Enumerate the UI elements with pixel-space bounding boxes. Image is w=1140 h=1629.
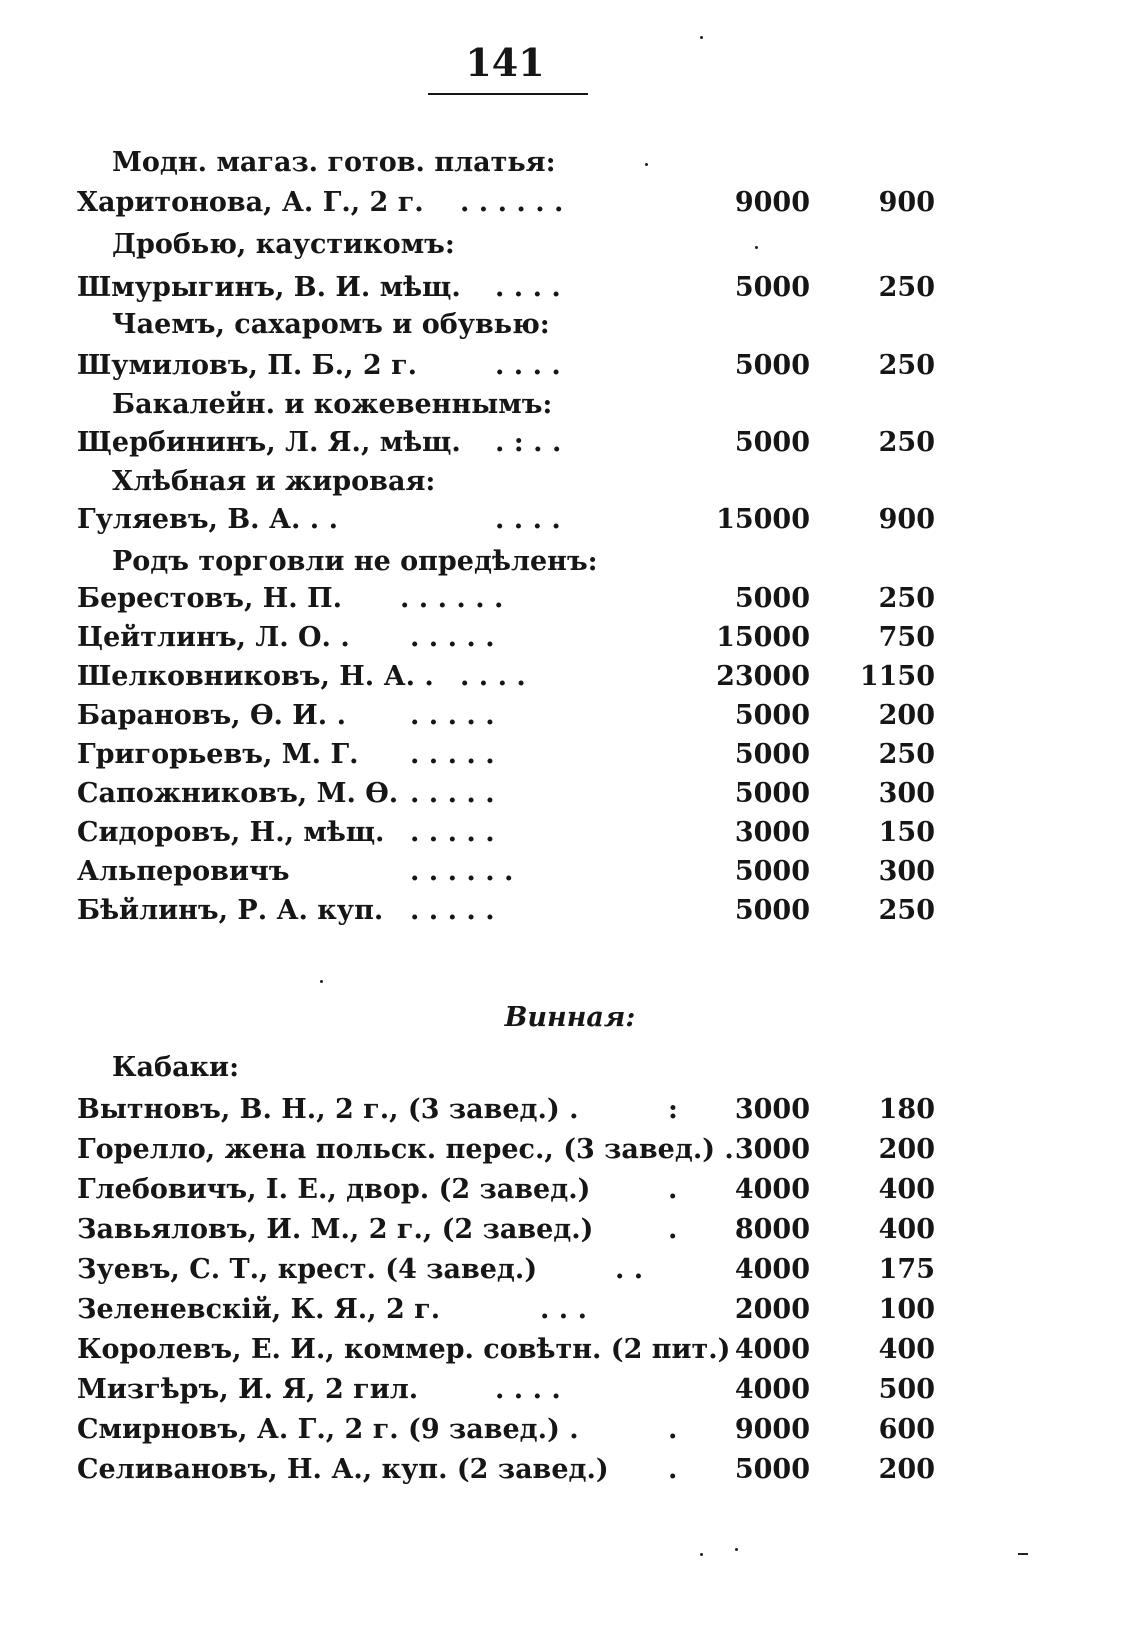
leader-dots: . . . . . . — [400, 583, 504, 614]
table-row — [0, 423, 1140, 463]
fee-value: 250 — [878, 739, 935, 770]
capital-value: 5000 — [734, 1454, 810, 1485]
table-row — [0, 1370, 1140, 1410]
subhead: Родъ торговли не опредѣленъ: — [112, 546, 598, 577]
subhead: Бакалейн. и кожевеннымъ: — [112, 389, 553, 420]
entry-name: Григорьевъ, М. Г. — [77, 739, 359, 770]
section-title: Винная: — [504, 1002, 636, 1033]
leader-dots: . . . . — [495, 1374, 561, 1405]
table-row — [0, 1410, 1140, 1450]
fee-value: 200 — [878, 700, 935, 731]
leader-dots: . . . . — [495, 272, 561, 303]
table-row — [0, 1250, 1140, 1290]
leader-dots: . — [668, 1454, 678, 1485]
capital-value: 5000 — [734, 895, 810, 926]
subhead: Дробью, каустикомъ: — [112, 229, 455, 260]
subhead: Хлѣбная и жировая: — [112, 466, 436, 497]
table-row — [0, 1090, 1140, 1130]
capital-value: 4000 — [734, 1254, 810, 1285]
table-row — [0, 1330, 1140, 1370]
entry-name: Королевъ, Е. И., коммер. совѣтн. (2 пит.) — [77, 1334, 731, 1365]
leader-dots: . . . . . . — [460, 187, 564, 218]
leader-dots: . . — [615, 1254, 644, 1285]
scan-speck — [735, 1548, 738, 1551]
leader-dots: . . . . . — [410, 778, 495, 809]
leader-dots: . . . . . — [410, 622, 495, 653]
table-row — [0, 696, 1140, 736]
fee-value: 400 — [878, 1174, 935, 1205]
capital-value: 5000 — [734, 427, 810, 458]
leader-dots: . — [668, 1414, 678, 1445]
entry-name: Барановъ, Ѳ. И. . — [77, 700, 347, 731]
entry-name: Завьяловъ, И. М., 2 г., (2 завед.) — [77, 1214, 594, 1245]
fee-value: 200 — [878, 1454, 935, 1485]
fee-value: 250 — [878, 427, 935, 458]
fee-value: 400 — [878, 1214, 935, 1245]
leader-dots: . . . . . — [410, 895, 495, 926]
table-row — [0, 1290, 1140, 1330]
leader-dots: . . . . — [495, 504, 561, 535]
fee-value: 500 — [878, 1374, 935, 1405]
fee-value: 250 — [878, 350, 935, 381]
fee-value: 200 — [878, 1134, 935, 1165]
scan-speck — [700, 36, 703, 39]
capital-value: 5000 — [734, 700, 810, 731]
entry-name: Зуевъ, С. Т., крест. (4 завед.) — [77, 1254, 538, 1285]
table-row — [0, 852, 1140, 892]
scan-speck — [755, 246, 758, 249]
subhead: Модн. магаз. готов. платья: — [112, 147, 556, 178]
entry-name: Вытновъ, В. Н., 2 г., (3 завед.) . — [77, 1094, 579, 1125]
capital-value: 8000 — [734, 1214, 810, 1245]
table-row — [0, 657, 1140, 697]
entry-name: Селивановъ, Н. А., куп. (2 завед.) — [77, 1454, 609, 1485]
entry-name: Сидоровъ, Н., мѣщ. — [77, 817, 385, 848]
leader-dots: : — [668, 1094, 678, 1125]
leader-dots: . . . . . — [410, 700, 495, 731]
entry-name: Альперовичъ — [77, 856, 290, 887]
fee-value: 300 — [878, 778, 935, 809]
entry-name: Шелковниковъ, Н. А. . — [77, 661, 434, 692]
entry-name: Харитонова, А. Г., 2 г. — [77, 187, 424, 218]
entry-name: Горелло, жена польск. перес., (3 завед.) . — [77, 1134, 734, 1165]
entry-name: Щербининъ, Л. Я., мѣщ. — [77, 427, 461, 458]
capital-value: 3000 — [734, 817, 810, 848]
capital-value: 23000 — [716, 661, 810, 692]
fee-value: 250 — [878, 272, 935, 303]
entry-name: Шмурыгинъ, В. И. мѣщ. — [77, 272, 461, 303]
subhead: Кабаки: — [112, 1052, 240, 1083]
leader-dots: . . . . . — [410, 817, 495, 848]
leader-dots: . . . . . . — [410, 856, 514, 887]
capital-value: 2000 — [734, 1294, 810, 1325]
leader-dots: . . . . — [460, 661, 526, 692]
entry-name: Смирновъ, А. Г., 2 г. (9 завед.) . — [77, 1414, 579, 1445]
fee-value: 1150 — [859, 661, 935, 692]
fee-value: 100 — [878, 1294, 935, 1325]
scan-speck — [320, 980, 323, 983]
scan-speck — [700, 1553, 703, 1556]
leader-dots: . . . . — [495, 350, 561, 381]
entry-name: Сапожниковъ, М. Ѳ. — [77, 778, 399, 809]
scan-speck — [1018, 1553, 1028, 1555]
entry-name: Глебовичъ, І. Е., двор. (2 завед.) — [77, 1174, 591, 1205]
page-number: 141 — [465, 40, 545, 85]
table-row — [0, 618, 1140, 658]
capital-value: 4000 — [734, 1334, 810, 1365]
leader-dots: . — [668, 1174, 678, 1205]
fee-value: 900 — [878, 187, 935, 218]
capital-value: 5000 — [734, 856, 810, 887]
table-row — [0, 579, 1140, 619]
table-row — [0, 268, 1140, 308]
capital-value: 9000 — [734, 1414, 810, 1445]
table-row — [0, 813, 1140, 853]
capital-value: 5000 — [734, 739, 810, 770]
capital-value: 5000 — [734, 272, 810, 303]
table-row — [0, 500, 1140, 540]
capital-value: 3000 — [734, 1134, 810, 1165]
entry-name: Берестовъ, Н. П. — [77, 583, 342, 614]
table-row — [0, 346, 1140, 386]
table-row — [0, 1170, 1140, 1210]
table-row — [0, 1210, 1140, 1250]
entry-name: Шумиловъ, П. Б., 2 г. — [77, 350, 418, 381]
fee-value: 300 — [878, 856, 935, 887]
capital-value: 15000 — [716, 504, 810, 535]
subhead: Чаемъ, сахаромъ и обувью: — [112, 309, 550, 340]
capital-value: 4000 — [734, 1374, 810, 1405]
entry-name: Гуляевъ, В. А. . . — [77, 504, 338, 535]
fee-value: 175 — [878, 1254, 935, 1285]
capital-value: 3000 — [734, 1094, 810, 1125]
scan-speck — [645, 163, 648, 166]
fee-value: 900 — [878, 504, 935, 535]
capital-value: 15000 — [716, 622, 810, 653]
entry-name: Бѣйлинъ, Р. А. куп. — [77, 895, 384, 926]
fee-value: 180 — [878, 1094, 935, 1125]
leader-dots: . — [668, 1214, 678, 1245]
capital-value: 5000 — [734, 583, 810, 614]
capital-value: 5000 — [734, 350, 810, 381]
capital-value: 4000 — [734, 1174, 810, 1205]
capital-value: 9000 — [734, 187, 810, 218]
table-row — [0, 1450, 1140, 1490]
fee-value: 250 — [878, 583, 935, 614]
leader-dots: . . . — [540, 1294, 587, 1325]
fee-value: 150 — [878, 817, 935, 848]
fee-value: 400 — [878, 1334, 935, 1365]
table-row — [0, 1130, 1140, 1170]
capital-value: 5000 — [734, 778, 810, 809]
entry-name: Цейтлинъ, Л. О. . — [77, 622, 350, 653]
leader-dots: . : . . — [495, 427, 562, 458]
page-number-rule — [428, 93, 588, 95]
fee-value: 750 — [878, 622, 935, 653]
table-row — [0, 891, 1140, 931]
fee-value: 250 — [878, 895, 935, 926]
table-row — [0, 774, 1140, 814]
entry-name: Зеленевскій, К. Я., 2 г. — [77, 1294, 441, 1325]
leader-dots: . . . . . — [410, 739, 495, 770]
entry-name: Мизгѣръ, И. Я, 2 гил. — [77, 1374, 419, 1405]
fee-value: 600 — [878, 1414, 935, 1445]
table-row — [0, 735, 1140, 775]
table-row — [0, 183, 1140, 223]
